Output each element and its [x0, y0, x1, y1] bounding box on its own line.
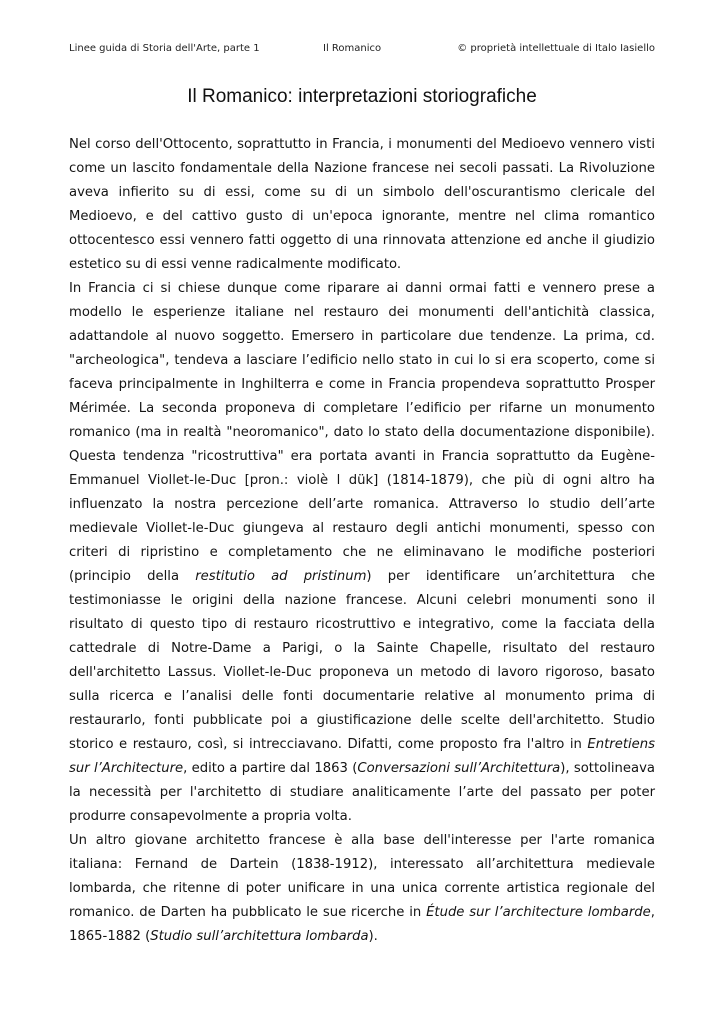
italic-latin-term: restitutio ad pristinum [195, 569, 367, 584]
paragraph-2-text-2: ) per identificare un’architettura che testimoniasse le origini della nazione francese. Alcuni celebri monumenti sono il risultato di questo tipo di restauro ricostruttivo e integrativo, come la facciata della cattedrale di Notre-Dame a Parigi, o la Sainte Chapelle, risultato del restauro dell'architetto Lassus. Viollet-le-Duc proponeva un metodo di lavoro rigoroso, basato sulla ricerca e l’analisi delle fonti documentarie relative al monumento prima di restaurarlo, fonti pubblicate poi a giustificazione delle scelte dell'architetto. Studio storico e restauro, così, si intrecciavano. Difatti, come proposto fra l'altro in [69, 569, 655, 752]
paragraph-3 [69, 829, 655, 949]
paragraph-3-text-1: Un altro giovane architetto francese è alla base dell'interesse per l'arte romanica italiana: Fernand de Dartein (1838-1912), interessato all’architettura medievale lombarda, che ritenne di poter unificare in una unica corrente artistica regionale del romanico. de Darten ha pubblicato le sue ricerche in [69, 833, 655, 920]
italic-book-title-studio: Studio sull’architettura lombarda [150, 929, 369, 944]
header-copyright: © proprietà intellettuale di Italo Iasiello [457, 43, 655, 54]
paragraph-2-text-3: , edito a partire dal 1863 ( [183, 761, 358, 776]
paragraph-1 [69, 133, 655, 277]
paragraph-3-text-3: ). [368, 929, 378, 944]
page-title: Il Romanico: interpretazioni storiografiche [187, 86, 537, 107]
paragraph-2-text-1: In Francia ci si chiese dunque come riparare ai danni ormai fatti e vennero prese a modello le esperienze italiane nel restauro dei monumenti dell'antichità classica, adattandole al nuovo soggetto. Emersero in particolare due tendenze. La prima, cd. "archeologica", tendeva a lasciare l’edificio nello stato in cui lo si era scoperto, come si faceva principalmente in Inghilterra e come in Francia propendeva soprattutto Prosper Mérimée. La seconda proponeva di completare l’edificio per rifarne un monumento romanico (ma in realtà "neoromanico", dato lo stato della documentazione disponibile). Questa tendenza "ricostruttiva" era portata avanti in Francia soprattutto da Eugène-Emmanuel Viollet-le-Duc [pron.: violè l dük] (1814-1879), che più di ogni altro ha influenzato la nostra percezione dell’arte romanica. Attraverso lo studio dell’arte medievale Viollet-le-Duc giungeva al restauro degli antichi monumenti, spesso con criteri di ripristino e completamento che ne eliminavano le modifiche posteriori (principio della [69, 281, 655, 584]
header-section-title: Il Romanico [323, 43, 382, 54]
paragraph-2-text-4: ), sottolineava la necessità per l'architetto di studiare analiticamente l’arte del passato per poter produrre consapevolmente a propria volta. [69, 761, 655, 824]
body-text [69, 133, 655, 949]
paragraph-3-text-2: , 1865-1882 ( [69, 905, 655, 944]
italic-book-title-conversazioni: Conversazioni sull’Architettura [357, 761, 561, 776]
italic-book-title-etude: Étude sur l’architecture lombarde [426, 905, 651, 920]
paragraph-2 [69, 277, 655, 829]
paragraph-1-text: Nel corso dell'Ottocento, soprattutto in Francia, i monumenti del Medioevo vennero visti come un lascito fondamentale della Nazione francese nei secoli passati. La Rivoluzione aveva infierito su di essi, come su di un simbolo dell'oscurantismo clericale del Medioevo, e del cattivo gusto di un'epoca ignorante, mentre nel clima romantico ottocentesco essi vennero fatti oggetto di una rinnovata attenzione ed anche il giudizio estetico su di essi venne radicalmente modificato. [69, 137, 655, 272]
italic-book-title-entretiens: Entretiens sur l’Architecture [69, 737, 655, 776]
header-course-title: Linee guida di Storia dell'Arte, parte 1 [69, 43, 260, 54]
